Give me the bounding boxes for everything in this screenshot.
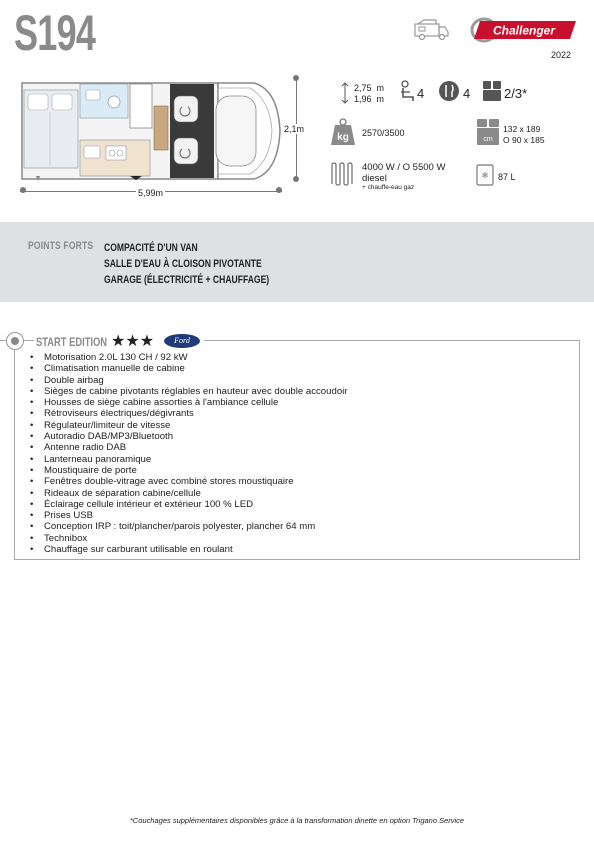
equipment-item: • Double airbag (30, 375, 347, 386)
section-bullet-dot (11, 337, 19, 345)
ford-logo: Ford (164, 334, 200, 348)
equipment-item: • Régulateur/limiteur de vitesse (30, 420, 347, 431)
bed-size-main: 132 x 189 (503, 124, 541, 134)
equipment-item: • Chauffage sur carburant utilisable en roulant (30, 544, 347, 555)
svg-text:Challenger: Challenger (492, 23, 556, 38)
heating-water: + chauffe-eau gaz (362, 184, 415, 191)
equipment-item: • Climatisation manuelle de cabine (30, 363, 347, 374)
model-year: 2022 (551, 50, 572, 60)
dining-icon (438, 80, 460, 102)
width-marker-bottom (293, 176, 299, 182)
svg-text:kg: kg (337, 132, 349, 143)
highlight-item: GARAGE (ÉLECTRICITÉ + CHAUFFAGE) (104, 274, 270, 286)
footnote: *Couchages supplémentaires disponibles grâce à la transformation dinette en option Trigano Service (129, 816, 465, 825)
equipment-item: • Rétroviseurs électriques/dégivrants (30, 408, 347, 419)
equipment-item: • Moustiquaire de porte (30, 465, 347, 476)
svg-text:cm: cm (483, 136, 493, 143)
length-marker-right (276, 187, 282, 193)
equipment-item: • Motorisation 2.0L 130 CH / 92 kW (30, 352, 347, 363)
height-arrow-icon (340, 82, 350, 104)
heating-fuel: diesel (362, 173, 387, 184)
dining-count: 4 (463, 86, 471, 101)
seat-belt-icon (399, 80, 417, 102)
equipment-item: • Antenne radio DAB (30, 442, 347, 453)
equipment-item: • Fenêtres double-vitrage avec combiné stores moustiquaire (30, 476, 347, 487)
rating-stars: ★★★ (111, 333, 155, 350)
svg-text:✻: ✻ (481, 171, 489, 180)
highlight-item: COMPACITÉ D'UN VAN (104, 242, 198, 254)
highlights-band (0, 222, 594, 302)
bed-size-secondary: O 90 x 185 (503, 135, 545, 145)
heating-power: 4000 W / O 5500 W (362, 162, 446, 173)
brand-logo (470, 17, 580, 43)
interior-height: 1,96 m (354, 94, 385, 104)
width-value: 2,1m (284, 124, 305, 134)
weight-value: 2570/3500 (362, 128, 405, 138)
length-marker-left (20, 187, 26, 193)
equipment-item: • Conception IRP : toit/plancher/parois polyester, plancher 64 mm (30, 521, 347, 532)
equipment-item: • Prises USB (30, 510, 347, 521)
motorhome-icon (414, 19, 450, 41)
fridge-icon (476, 164, 494, 186)
weight-icon (330, 118, 356, 146)
exterior-height: 2,75 m (354, 83, 385, 93)
equipment-item: • Sièges de cabine pivotants réglables en hauteur avec double accoudoir (30, 386, 347, 397)
equipment-item: • Autoradio DAB/MP3/Bluetooth (30, 431, 347, 442)
highlights-list (104, 240, 269, 288)
fridge-capacity: 87 L (498, 172, 516, 182)
equipment-box-top-border (204, 340, 580, 341)
highlight-item: SALLE D'EAU À CLOISON PIVOTANTE (104, 258, 262, 270)
model-name: S194 (14, 5, 96, 61)
highlights-label: POINTS FORTS (28, 240, 94, 252)
equipment-item: • Lanterneau panoramique (30, 454, 347, 465)
seats-count: 4 (417, 86, 425, 101)
heating-icon (330, 162, 356, 186)
equipment-item: • Technibox (30, 533, 347, 544)
bed-size-icon (476, 118, 500, 146)
equipment-list (30, 352, 347, 555)
floor-plan (20, 80, 282, 184)
equipment-item: • Rideaux de séparation cabine/cellule (30, 488, 347, 499)
sleeping-count: 2/3* (504, 86, 528, 101)
edition-title: START EDITION (36, 335, 108, 349)
equipment-item: • Éclairage cellule intérieur et extérieur 100 % LED (30, 499, 347, 510)
bed-count-icon (482, 80, 502, 102)
equipment-item: • Housses de siège cabine assorties à l'ambiance cellule (30, 397, 347, 408)
length-value: 5,99m (138, 188, 164, 198)
